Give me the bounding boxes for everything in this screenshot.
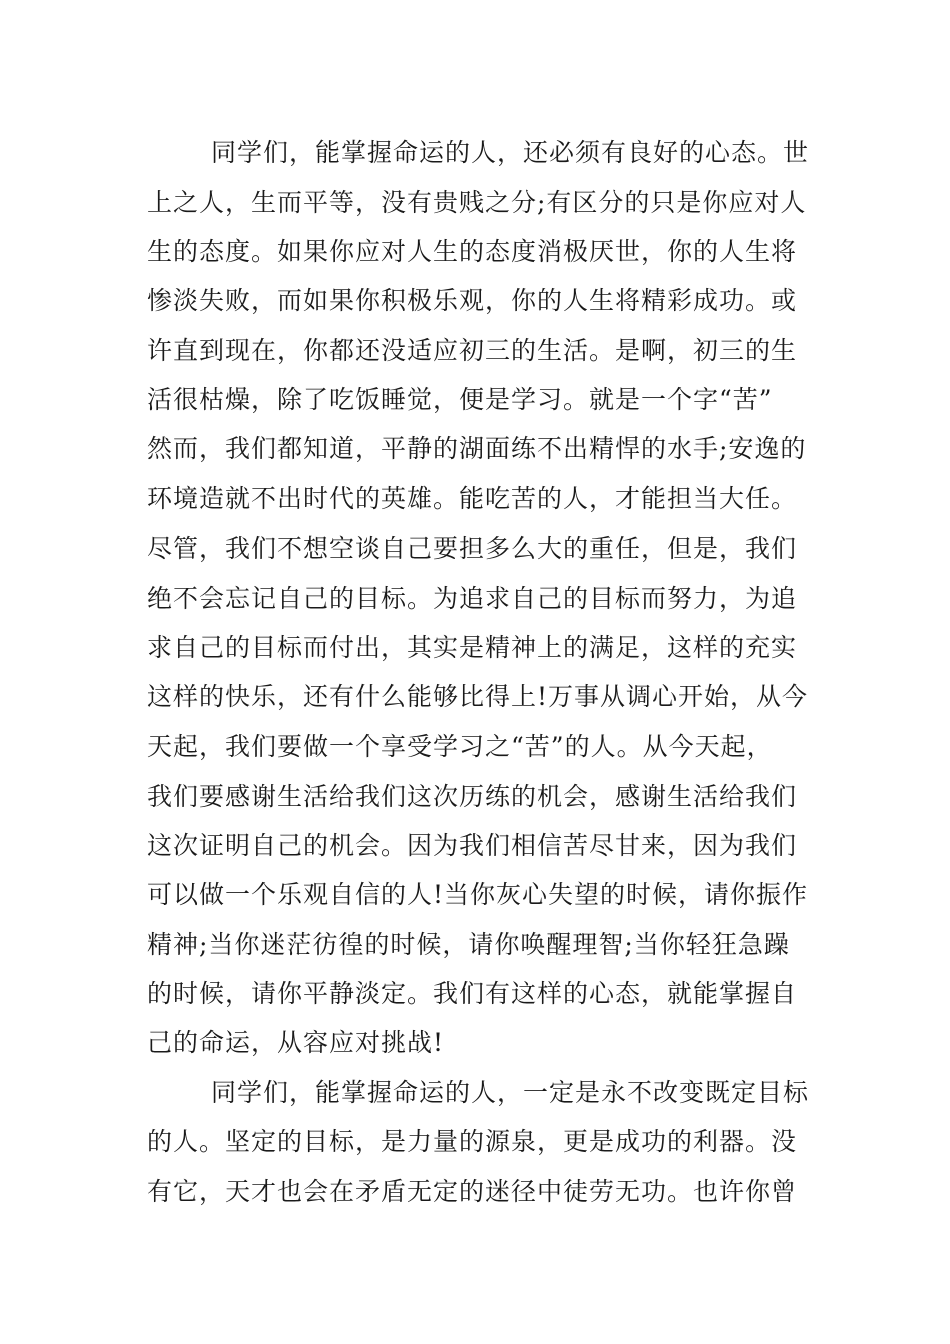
text-line: 我们要感谢生活给我们这次历练的机会，感谢生活给我们 xyxy=(147,782,798,811)
text-line: 活很枯燥，除了吃饭睡觉，便是学习。就是一个字“苦” xyxy=(147,385,773,414)
text-line: 上之人，生而平等，没有贵贱之分;有区分的只是你应对人 xyxy=(147,188,807,217)
text-line: 的人。坚定的目标，是力量的源泉，更是成功的利器。没 xyxy=(147,1127,798,1156)
text-line: 己的命运，从容应对挑战! xyxy=(147,1028,445,1057)
text-line: 惨淡失败，而如果你积极乐观，你的人生将精彩成功。或 xyxy=(147,286,798,315)
text-line: 然而，我们都知道，平静的湖面练不出精悍的水手;安逸的 xyxy=(147,434,807,463)
text-line: 这次证明自己的机会。因为我们相信苦尽甘来，因为我们 xyxy=(147,831,798,860)
text-line: 同学们，能掌握命运的人，一定是永不改变既定目标 xyxy=(211,1078,810,1107)
text-line: 精神;当你迷茫彷徨的时候，请你唤醒理智;当你轻狂急躁 xyxy=(147,930,790,959)
text-line: 许直到现在，你都还没适应初三的生活。是啊，初三的生 xyxy=(147,336,798,365)
text-line: 天起，我们要做一个享受学习之“苦”的人。从今天起， xyxy=(147,732,773,761)
text-line: 同学们，能掌握命运的人，还必须有良好的心态。世 xyxy=(211,138,810,167)
text-line: 有它，天才也会在矛盾无定的迷径中徒劳无功。也许你曾 xyxy=(147,1177,798,1206)
text-line: 可以做一个乐观自信的人!当你灰心失望的时候，请你振作 xyxy=(147,880,809,909)
text-line: 环境造就不出时代的英雄。能吃苦的人，才能担当大任。 xyxy=(147,484,798,513)
text-line: 求自己的目标而付出，其实是精神上的满足，这样的充实 xyxy=(147,633,798,662)
text-line: 生的态度。如果你应对人生的态度消极厌世，你的人生将 xyxy=(147,237,798,266)
text-line: 绝不会忘记自己的目标。为追求自己的目标而努力，为追 xyxy=(147,584,798,613)
text-line: 这样的快乐，还有什么能够比得上!万事从调心开始，从今 xyxy=(147,682,809,711)
text-line: 尽管，我们不想空谈自己要担多么大的重任，但是，我们 xyxy=(147,534,798,563)
text-line: 的时候，请你平静淡定。我们有这样的心态，就能掌握自 xyxy=(147,979,798,1008)
